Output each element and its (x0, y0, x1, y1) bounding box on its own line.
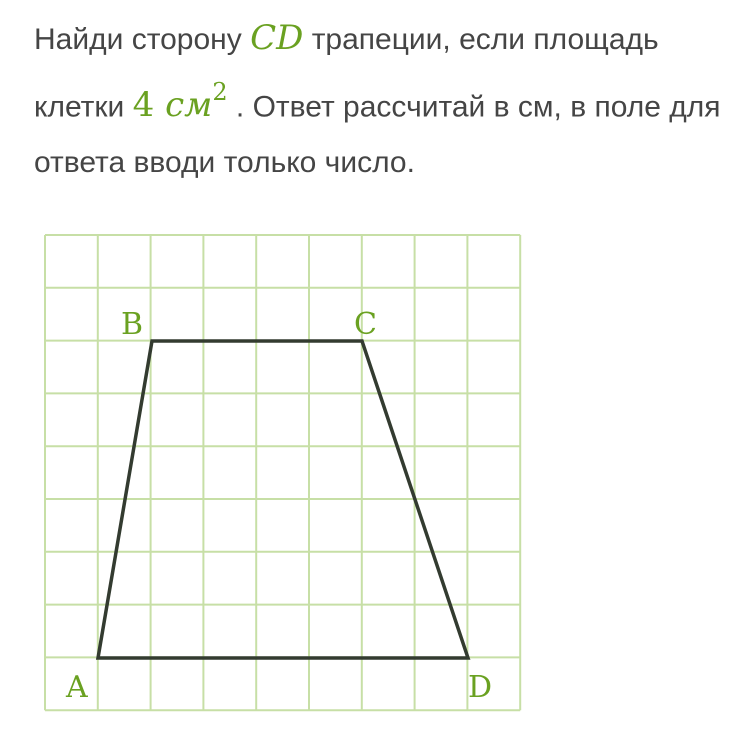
task-text-part2: трапеции, если площадь клетки (34, 23, 659, 124)
cell-area-unit: см (165, 85, 213, 126)
side-name: CD (250, 18, 304, 58)
vertex-label-a: A (66, 670, 88, 705)
task-text-part3: . Ответ рассчитай в см, в поле для ответа вводи только число. (34, 90, 721, 180)
cell-area-exponent: 2 (212, 78, 228, 106)
vertex-label-d: D (468, 670, 493, 705)
grid (45, 235, 520, 710)
cell-area-value: 4 (132, 85, 155, 126)
task-text-part1: Найди сторону (34, 23, 251, 56)
vertex-label-c: C (354, 307, 377, 342)
vertex-label-b: B (121, 307, 144, 342)
